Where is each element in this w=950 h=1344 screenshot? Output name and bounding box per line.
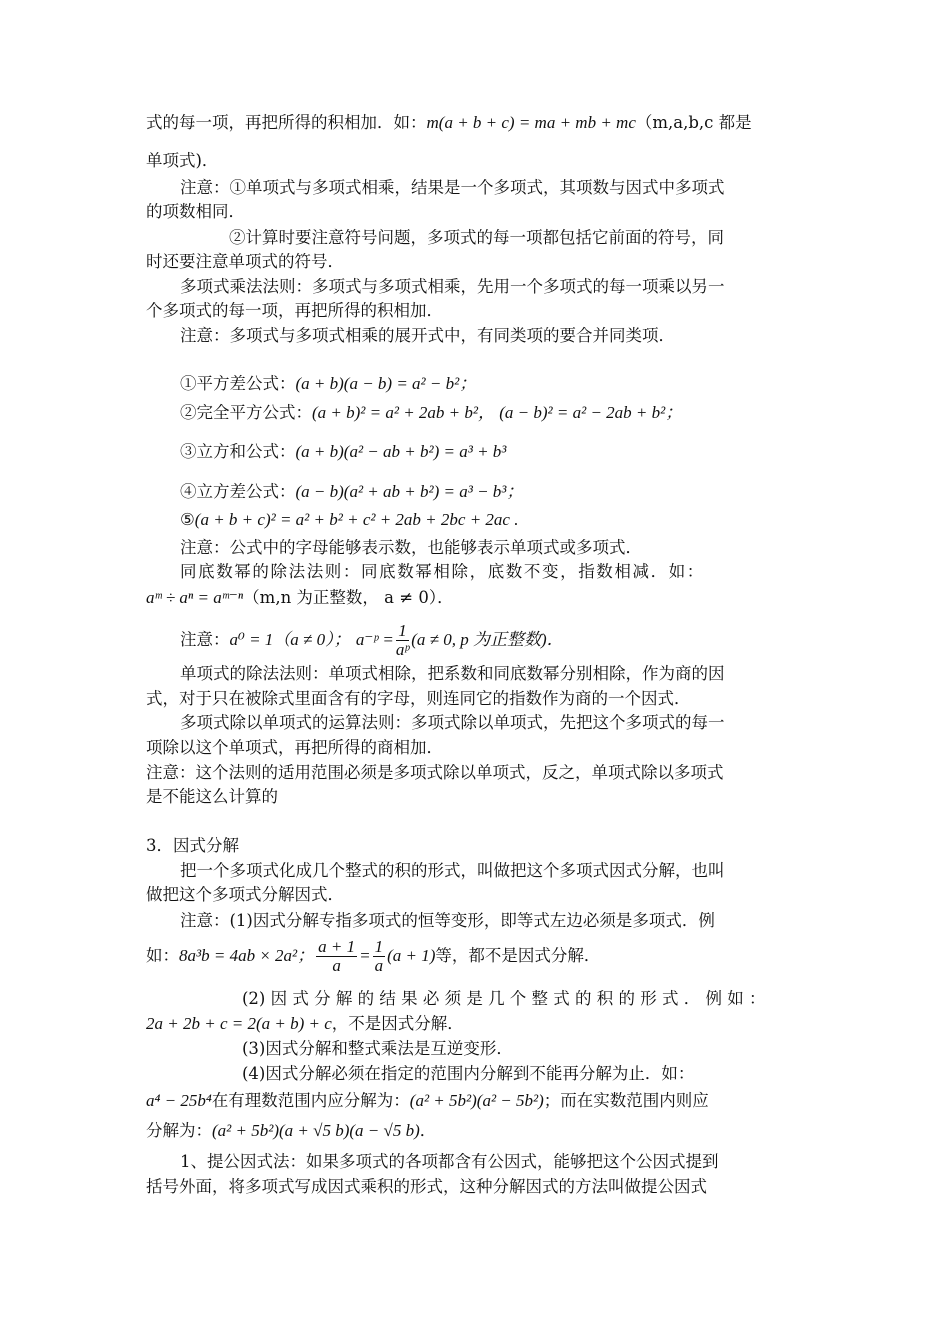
text-line xyxy=(180,276,725,298)
math-expression: m(a + b + c) = ma + mb + mc xyxy=(426,113,636,132)
text-line xyxy=(146,1176,707,1198)
text-line xyxy=(146,201,245,223)
formula: (a − b)(a² + ab + b²) = a³ − b³； xyxy=(295,482,524,501)
text-line xyxy=(146,737,443,759)
formula-perfect-square xyxy=(180,402,682,424)
text-line xyxy=(180,620,564,660)
line-text: 式的每一项，再把所得的积相加．如： xyxy=(146,113,427,132)
formula: (a + b)(a − b) = a² − b²； xyxy=(295,374,477,393)
fraction-numerator: 1 xyxy=(374,937,384,956)
line-text: 是不能这么计算的 xyxy=(146,787,278,806)
text-line xyxy=(146,786,278,808)
formula-difference-of-cubes xyxy=(180,481,523,503)
formula-label: ①平方差公式： xyxy=(180,374,296,393)
line-text: （m,a,b,c 都是 xyxy=(635,113,752,132)
text-line xyxy=(146,112,752,134)
line-text: 在有理数范围内应分解为： xyxy=(211,1091,410,1110)
line-text: 括号外面，将多项式写成因式乘积的形式，这种分解因式的方法叫做提公因式 xyxy=(146,1177,707,1196)
text-line xyxy=(180,712,725,734)
text-line xyxy=(242,988,766,1010)
math-expression: a⁴ − 25b⁴ xyxy=(146,1091,212,1110)
math-expression: aᵐ ÷ aⁿ = aᵐ⁻ⁿ xyxy=(146,588,244,607)
text-line xyxy=(146,300,443,322)
heading-text: 3．因式分解 xyxy=(146,836,239,855)
line-text: 多项式乘法法则：多项式与多项式相乘，先用一个多项式的每一项乘以另一 xyxy=(180,277,725,296)
text-line xyxy=(180,663,725,685)
math-expression: (a ≠ 0, p 为正整数)． xyxy=(411,630,564,649)
line-text: 项除以这个单项式，再把所得的商相加． xyxy=(146,738,443,757)
line-text: 如： xyxy=(146,946,179,965)
line-text: 注意：①单项式与多项式相乘，结果是一个多项式，其项数与因式中多项式 xyxy=(180,178,725,197)
formula-difference-of-squares xyxy=(180,373,476,395)
formula-label: ⑤ xyxy=(180,510,195,529)
line-text: ②计算时要注意符号问题，多项式的每一项都包括它前面的符号，同 xyxy=(229,228,724,247)
line-text: 等，都不是因式分解． xyxy=(435,946,601,965)
line-text: (2) 因 式 分 解 的 结 果 必 须 是 几 个 整 式 的 积 的 形 式 ． 例 如 ： xyxy=(242,989,766,1008)
math-expression: (a² + 5b²)(a + √5 b)(a − √5 b) xyxy=(212,1121,420,1140)
text-line xyxy=(146,884,344,906)
text-line xyxy=(242,1038,513,1060)
line-text: 注意：这个法则的适用范围必须是多项式除以单项式，反之，单项式除以多项式 xyxy=(146,763,724,782)
line-text: 分解为： xyxy=(146,1121,212,1140)
text-line xyxy=(180,537,642,559)
line-text: ． xyxy=(419,1121,437,1140)
text-line xyxy=(146,1120,436,1142)
text-line xyxy=(146,1013,464,1035)
line-text: （m,n 为正整数， a ≠ 0）． xyxy=(243,588,454,607)
line-text: 个多项式的每一项，再把所得的积相加． xyxy=(146,301,443,320)
text-line xyxy=(180,177,725,199)
text-line xyxy=(229,227,724,249)
line-text: 多项式除以单项式的运算法则：多项式除以单项式，先把这个多项式的每一 xyxy=(180,713,725,732)
text-line xyxy=(146,251,344,273)
line-text: (4)因式分解必须在指定的范围内分解到不能再分解为止．如： xyxy=(242,1064,695,1083)
line-text: 注意：多项式与多项式相乘的展开式中，有同类项的要合并同类项． xyxy=(180,326,675,345)
section-heading xyxy=(146,835,239,857)
fraction-denominator: aᵖ xyxy=(395,640,410,659)
line-text: ；而在实数范围内则应 xyxy=(543,1091,709,1110)
formula-label: ③立方和公式： xyxy=(180,442,296,461)
line-text: (3)因式分解和整式乘法是互逆变形． xyxy=(242,1039,513,1058)
text-line: 如：8a³b = 4ab × 2a²； $\frac{a + 1}{a}$ = $\frac{1}{a}$ (a + 1)等，都不是因式分解． xyxy=(146,937,601,975)
line-text: 时还要注意单项式的符号． xyxy=(146,252,344,271)
text-line xyxy=(146,150,218,172)
math-expression: 2a + 2b + c = 2(a + b) + c xyxy=(146,1014,332,1033)
line-text: 1、提公因式法：如果多项式的各项都含有公因式，能够把这个公因式提到 xyxy=(180,1152,719,1171)
fraction-denominator: a xyxy=(374,956,384,975)
formula: (a + b)² = a² + 2ab + b²， (a − b)² = a² − 2ab + b²； xyxy=(312,403,683,422)
fraction xyxy=(316,938,357,975)
line-text: 式，对于只在被除式里面含有的字母，则连同它的指数作为商的一个因式． xyxy=(146,689,691,708)
math-expression: (a + 1) xyxy=(387,946,436,965)
text-line xyxy=(180,325,675,347)
formula-trinomial-square xyxy=(180,509,518,531)
line-text: 做把这个多项式分解因式． xyxy=(146,885,344,904)
text-line xyxy=(146,1090,709,1112)
text-line xyxy=(180,910,715,932)
formula-label: ②完全平方公式： xyxy=(180,403,312,422)
line-text: 把一个多项式化成几个整式的积的形式，叫做把这个多项式因式分解，也叫 xyxy=(180,861,725,880)
line-text: 注意： xyxy=(180,630,230,649)
math-expression: (a² + 5b²)(a² − 5b²) xyxy=(409,1091,544,1110)
formula-sum-of-cubes xyxy=(180,441,506,463)
fraction-numerator: 1 xyxy=(396,622,409,641)
text-line xyxy=(146,587,454,609)
math-expression: 8a³b = 4ab × 2a²； xyxy=(179,946,315,965)
line-text: 注意：公式中的字母能够表示数，也能够表示单项式或多项式． xyxy=(180,538,642,557)
text-line xyxy=(180,1151,719,1173)
math-expression: a⁻ᵖ = xyxy=(355,630,394,649)
line-text: 的项数相同． xyxy=(146,202,245,221)
line-text: 注意：(1)因式分解专指多项式的恒等变形，即等式左边必须是多项式．例 xyxy=(180,911,715,930)
fraction-numerator: a + 1 xyxy=(318,937,356,956)
formula: (a + b)(a² − ab + b²) = a³ + b³ xyxy=(295,442,507,461)
formula: (a + b + c)² = a² + b² + c² + 2ab + 2bc + 2ac . xyxy=(194,510,519,529)
line-text: ，不是因式分解． xyxy=(331,1014,464,1033)
line-text: 单项式)． xyxy=(146,151,219,170)
text-line xyxy=(146,762,724,784)
fraction xyxy=(396,622,409,659)
line-text: 单项式的除法法则：单项式相除，把系数和同底数幂分别相除，作为商的因 xyxy=(180,664,725,683)
text-line xyxy=(146,688,691,710)
text-line xyxy=(242,1063,694,1085)
line-text: 同底数幂的除法法则：同底数幂相除，底数不变，指数相减．如： xyxy=(180,562,705,581)
formula-label: ④立方差公式： xyxy=(180,482,296,501)
fraction xyxy=(373,938,386,975)
math-expression: a⁰ = 1（a ≠ 0）； xyxy=(229,630,351,649)
text-line xyxy=(180,860,725,882)
fraction-denominator: a xyxy=(332,956,341,975)
text-line xyxy=(180,561,705,583)
